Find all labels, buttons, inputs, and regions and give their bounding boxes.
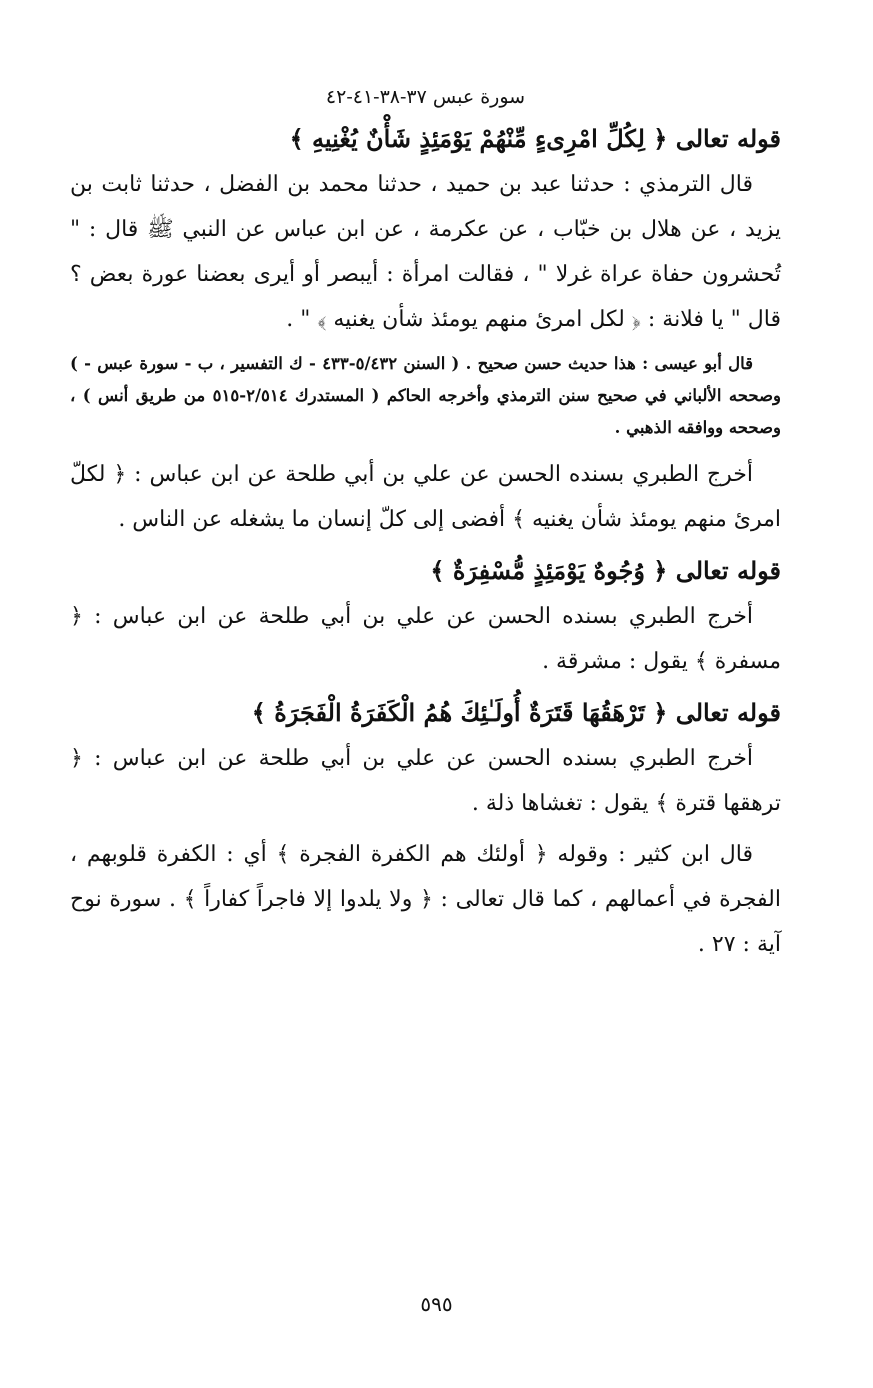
ibn-kathir-paragraph: قال ابن كثير : وقوله ﴿ أولئك هم الكفرة الفجرة ﴾ أي : الكفرة قلوبهم ، الفجرة في أعمالهم ، كما قال تعالى : ﴿ ولا يلدوا إلا فاجراً كفاراً ﴾ . سورة نوح آية : ٢٧ . (70, 842, 781, 957)
tabari-paragraph-1: أخرج الطبري بسنده الحسن عن علي بن أبي طلحة عن ابن عباس : ﴿ لكلّ امرئ منهم يومئذ شأن يغنيه ﴾ أفضى إلى كلّ إنسان ما يشغله عن الناس . (70, 462, 781, 532)
verse-heading-2: قوله تعالى ﴿ وُجُوهٌ يَوْمَئِذٍ مُّسْفِرَةٌ ﴾ (430, 556, 781, 585)
tabari-paragraph-3: أخرج الطبري بسنده الحسن عن علي بن أبي طلحة عن ابن عباس : ﴿ ترهقها قترة ﴾ يقول : تغشاها ذلة . (70, 746, 781, 816)
running-title: سورة عبس ٣٧-٣٨-٤١-٤٢ (325, 86, 526, 108)
tirmidhi-hadith-paragraph: قال الترمذي : حدثنا عبد بن حميد ، حدثنا محمد بن الفضل ، حدثنا ثابت بن يزيد ، عن هلال بن خبّاب ، عن عكرمة ، عن ابن عباس عن النبي ﷺ قال : " تُحشرون حفاة عراة غرلا " ، فقالت امرأة : أيبصر أو أيرى بعضنا عورة بعض ؟ قال " يا فلانة : ﴿ لكل امرئ منهم يومئذ شأن يغنيه ﴾ " . (70, 172, 781, 332)
verse-heading-3: قوله تعالى ﴿ تَرْهَقُهَا قَتَرَةٌ أُولَـٰئِكَ هُمُ الْكَفَرَةُ الْفَجَرَةُ ﴾ (251, 698, 781, 727)
verse-heading-1: قوله تعالى ﴿ لِكُلِّ امْرِىءٍ مِّنْهُمْ يَوْمَئِذٍ شَأْنٌ يُغْنِيهِ ﴾ (289, 124, 781, 153)
tabari-paragraph-2: أخرج الطبري بسنده الحسن عن علي بن أبي طلحة عن ابن عباس : ﴿ مسفرة ﴾ يقول : مشرقة . (70, 604, 781, 674)
page-number: ٥٩٥ (420, 1292, 453, 1316)
takhrij-note: قال أبو عيسى : هذا حديث حسن صحيح . ( السنن ٥/٤٣٢-٤٣٣ - ك التفسير ، ب - سورة عبس - ) وصححه الألباني في صحيح سنن الترمذي وأخرجه الحاكم ( المستدرك ٢/٥١٤-٥١٥ من طريق أنس ) ، وصححه ووافقه الذهبي . (70, 354, 781, 437)
